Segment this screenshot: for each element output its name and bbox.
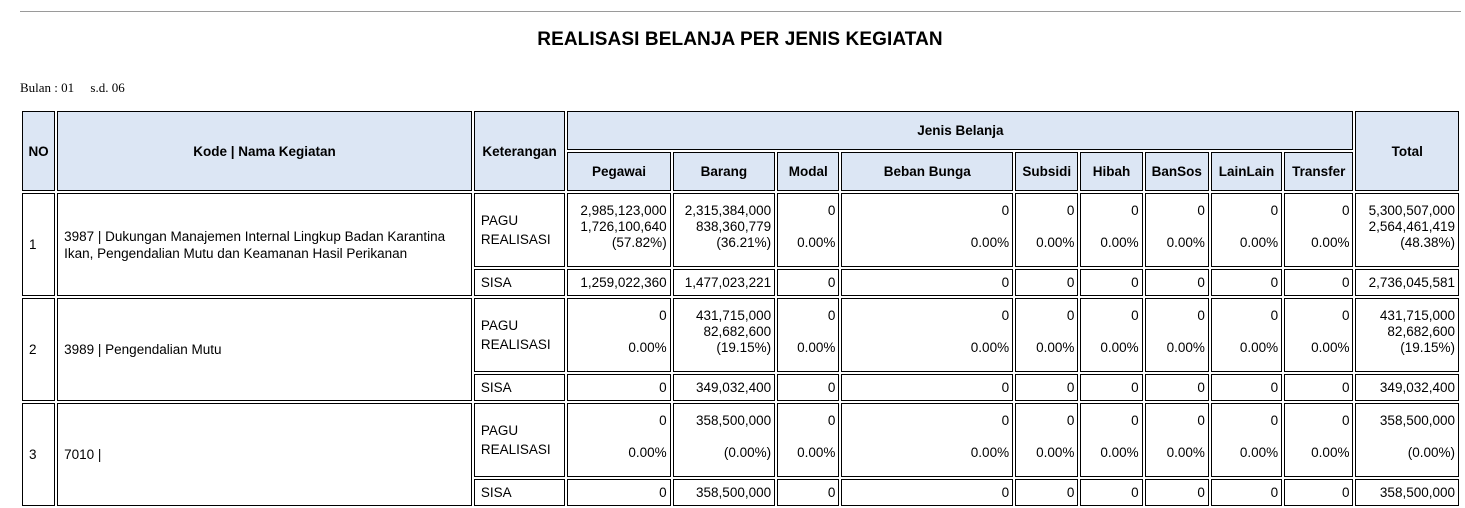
value-cell xyxy=(841,193,1013,267)
value-cell-line: 0.00% xyxy=(628,340,667,355)
value-cell-line xyxy=(1016,324,1074,340)
total-cell-line: 2,564,461,419 xyxy=(1368,219,1455,234)
total-cell xyxy=(1355,193,1459,267)
value-cell-line xyxy=(1146,324,1205,340)
sisa-cell: 1,259,022,360 xyxy=(567,269,670,296)
sisa-cell: 0 xyxy=(1284,374,1353,401)
value-cell-line xyxy=(568,324,666,340)
value-cell-line: 0 xyxy=(1270,203,1279,218)
value-cell xyxy=(841,403,1013,477)
value-cell-line: (19.15%) xyxy=(716,340,772,355)
value-cell-line xyxy=(1285,219,1349,235)
row-no: 3 xyxy=(22,403,55,506)
value-cell xyxy=(777,193,839,267)
value-cell-line xyxy=(1016,429,1074,445)
value-cell xyxy=(1211,193,1282,267)
sisa-cell: 0 xyxy=(1145,374,1209,401)
total-cell-line: (48.38%) xyxy=(1400,235,1455,250)
total-cell-line: 82,682,600 xyxy=(1387,324,1455,339)
value-cell xyxy=(1080,193,1142,267)
value-cell xyxy=(1211,403,1282,477)
value-cell-line: 0.00% xyxy=(1100,445,1139,460)
header-jenis-belanja: Jenis Belanja xyxy=(567,111,1353,150)
sisa-cell: 349,032,400 xyxy=(673,374,775,401)
header-total: Total xyxy=(1355,111,1459,191)
value-cell-line: 0.00% xyxy=(1166,235,1205,250)
pagu-label: PAGU xyxy=(480,318,519,333)
header-keterangan: Keterangan xyxy=(474,111,565,191)
value-cell-line: 0.00% xyxy=(970,445,1010,460)
sisa-cell: 0 xyxy=(1015,479,1078,506)
total-cell-line: 5,300,507,000 xyxy=(1368,203,1455,218)
top-divider xyxy=(20,11,1461,12)
value-cell-line: 0.00% xyxy=(797,235,836,250)
header-col-modal: Modal xyxy=(777,152,839,191)
sisa-cell: 0 xyxy=(1284,479,1353,506)
row-keterangan xyxy=(474,193,565,267)
value-cell xyxy=(1284,298,1353,372)
value-cell xyxy=(1015,193,1078,267)
sisa-cell: 0 xyxy=(1145,479,1209,506)
header-no: NO xyxy=(22,111,55,191)
value-cell-line: 0.00% xyxy=(797,445,836,460)
sisa-cell: 0 xyxy=(1284,269,1353,296)
header-col-bansos: BanSos xyxy=(1145,152,1209,191)
header-col-hibah: Hibah xyxy=(1080,152,1142,191)
bulan-start: Bulan : 01 xyxy=(20,80,75,95)
value-cell-line: 0.00% xyxy=(1239,235,1279,250)
header-col-beban-bunga: Beban Bunga xyxy=(841,152,1013,191)
value-cell-line: 0 xyxy=(827,203,836,218)
value-cell-line xyxy=(1212,324,1278,340)
value-cell-line: 1,726,100,640 xyxy=(580,219,667,234)
value-cell xyxy=(1284,193,1353,267)
header-col-subsidi: Subsidi xyxy=(1015,152,1078,191)
value-cell xyxy=(673,193,775,267)
value-cell-line xyxy=(1081,324,1138,340)
value-cell-line xyxy=(1285,324,1349,340)
value-cell xyxy=(567,403,670,477)
value-cell-line xyxy=(778,324,835,340)
value-cell-line: 0.00% xyxy=(1311,445,1350,460)
realisasi-label: REALISASI xyxy=(480,337,551,352)
value-cell-line: 2,315,384,000 xyxy=(684,203,772,218)
value-cell-line: (36.21%) xyxy=(716,235,772,250)
value-cell-line: 0 xyxy=(827,308,836,323)
total-cell-line: (19.15%) xyxy=(1400,340,1455,355)
value-cell-line: 0.00% xyxy=(1100,235,1139,250)
value-cell-line: 0.00% xyxy=(970,235,1010,250)
row-keterangan xyxy=(474,298,565,372)
sisa-total-cell: 349,032,400 xyxy=(1355,374,1459,401)
value-cell xyxy=(777,298,839,372)
value-cell-line: 0.00% xyxy=(628,445,667,460)
total-cell-line: 431,715,000 xyxy=(1379,308,1455,323)
sisa-cell: 0 xyxy=(1015,374,1078,401)
value-cell-line: 0.00% xyxy=(1166,340,1205,355)
value-cell-line: 0.00% xyxy=(970,340,1010,355)
value-cell xyxy=(567,193,670,267)
pagu-label: PAGU xyxy=(480,213,519,228)
bulan-end: s.d. 06 xyxy=(90,80,125,95)
sisa-label: SISA xyxy=(474,479,565,506)
value-cell-line: 0 xyxy=(1197,308,1205,323)
period-label xyxy=(20,80,125,96)
total-cell-line: (0.00%) xyxy=(1407,445,1455,460)
value-cell-line xyxy=(842,219,1009,235)
value-cell-line: 0 xyxy=(1341,308,1350,323)
sisa-cell: 0 xyxy=(777,374,839,401)
value-cell-line xyxy=(568,429,666,445)
row-kegiatan: 3987 | Dukungan Manajemen Internal Lingkup Badan Karantina Ikan, Pengendalian Mutu dan Keamanan Hasil Perikanan xyxy=(57,193,472,296)
value-cell-line: 0 xyxy=(1131,413,1139,428)
sisa-cell: 0 xyxy=(567,479,670,506)
value-cell xyxy=(567,298,670,372)
sisa-cell: 0 xyxy=(1080,269,1142,296)
value-cell-line xyxy=(1081,429,1138,445)
value-cell xyxy=(777,403,839,477)
sisa-cell: 0 xyxy=(777,269,839,296)
table-row xyxy=(22,193,1459,267)
value-cell-line: 0 xyxy=(1001,413,1010,428)
table-row xyxy=(22,403,1459,477)
value-cell-line: 0 xyxy=(1270,413,1279,428)
row-no: 2 xyxy=(22,298,55,401)
value-cell xyxy=(673,298,775,372)
sisa-cell: 0 xyxy=(841,269,1013,296)
sisa-label: SISA xyxy=(474,374,565,401)
sisa-cell: 0 xyxy=(1211,374,1282,401)
value-cell-line xyxy=(1146,429,1205,445)
value-cell-line: 0.00% xyxy=(1239,340,1279,355)
value-cell-line: 0 xyxy=(1341,203,1350,218)
pagu-label: PAGU xyxy=(480,423,519,438)
value-cell-line: 2,985,123,000 xyxy=(580,203,667,218)
value-cell-line xyxy=(1146,219,1205,235)
header-col-barang: Barang xyxy=(673,152,775,191)
header-col-lainlain: LainLain xyxy=(1211,152,1282,191)
realisasi-label: REALISASI xyxy=(480,442,551,457)
value-cell-line xyxy=(1212,429,1278,445)
value-cell-line: 0.00% xyxy=(1166,445,1205,460)
value-cell-line: 0 xyxy=(1066,308,1075,323)
value-cell-line: 0.00% xyxy=(1311,340,1350,355)
sisa-cell: 1,477,023,221 xyxy=(673,269,775,296)
value-cell-line: 0 xyxy=(1270,308,1279,323)
value-cell xyxy=(1211,298,1282,372)
value-cell-line: 82,682,600 xyxy=(703,324,772,339)
value-cell-line: 0 xyxy=(827,413,836,428)
value-cell-line xyxy=(1081,219,1138,235)
value-cell-line: 0 xyxy=(1131,308,1139,323)
value-cell-line xyxy=(842,429,1009,445)
header-kegiatan: Kode | Nama Kegiatan xyxy=(57,111,472,191)
value-cell-line: 0.00% xyxy=(1036,445,1075,460)
row-keterangan xyxy=(474,403,565,477)
value-cell-line xyxy=(1212,219,1278,235)
sisa-label: SISA xyxy=(474,269,565,296)
row-no: 1 xyxy=(22,193,55,296)
value-cell-line: 0.00% xyxy=(1239,445,1279,460)
value-cell-line: 0 xyxy=(1131,203,1139,218)
value-cell xyxy=(1015,403,1078,477)
value-cell xyxy=(1145,298,1209,372)
sisa-cell: 0 xyxy=(841,479,1013,506)
realisasi-label: REALISASI xyxy=(480,232,551,247)
total-cell-line xyxy=(1356,429,1455,445)
value-cell-line xyxy=(778,219,835,235)
value-cell xyxy=(1284,403,1353,477)
sisa-cell: 0 xyxy=(777,479,839,506)
value-cell-line: 0.00% xyxy=(797,340,836,355)
value-cell xyxy=(1015,298,1078,372)
value-cell xyxy=(1080,298,1142,372)
value-cell xyxy=(1080,403,1142,477)
value-cell-line: 0.00% xyxy=(1100,340,1139,355)
sisa-cell: 0 xyxy=(1080,374,1142,401)
value-cell-line: 0 xyxy=(1066,203,1075,218)
value-cell-line: 838,360,779 xyxy=(696,219,772,234)
report-title: REALISASI BELANJA PER JENIS KEGIATAN xyxy=(537,29,943,50)
value-cell-line xyxy=(1285,429,1349,445)
value-cell-line: 0.00% xyxy=(1036,340,1075,355)
sisa-total-cell: 358,500,000 xyxy=(1355,479,1459,506)
header-col-transfer: Transfer xyxy=(1284,152,1353,191)
header-col-pegawai: Pegawai xyxy=(567,152,670,191)
value-cell-line: 358,500,000 xyxy=(696,413,772,428)
value-cell xyxy=(673,403,775,477)
value-cell xyxy=(1145,403,1209,477)
value-cell xyxy=(841,298,1013,372)
value-cell-line: 0 xyxy=(1066,413,1075,428)
value-cell-line: (0.00%) xyxy=(723,445,772,460)
value-cell-line: 0 xyxy=(1341,413,1350,428)
value-cell-line: (57.82%) xyxy=(611,235,667,250)
sisa-cell: 0 xyxy=(1080,479,1142,506)
realisasi-table xyxy=(20,109,1461,508)
sisa-cell: 0 xyxy=(841,374,1013,401)
value-cell-line: 0 xyxy=(659,308,667,323)
sisa-cell: 0 xyxy=(1211,479,1282,506)
value-cell-line: 0 xyxy=(1197,413,1205,428)
value-cell xyxy=(1145,193,1209,267)
value-cell-line xyxy=(842,324,1009,340)
sisa-cell: 0 xyxy=(567,374,670,401)
total-cell xyxy=(1355,403,1459,477)
value-cell-line: 0.00% xyxy=(1311,235,1350,250)
sisa-cell: 0 xyxy=(1211,269,1282,296)
value-cell-line xyxy=(674,429,771,445)
table-row xyxy=(22,298,1459,372)
value-cell-line xyxy=(778,429,835,445)
sisa-cell: 358,500,000 xyxy=(673,479,775,506)
total-cell-line: 358,500,000 xyxy=(1379,413,1455,428)
value-cell-line: 0 xyxy=(1001,203,1010,218)
value-cell-line: 0 xyxy=(659,413,667,428)
value-cell-line: 431,715,000 xyxy=(696,308,772,323)
row-kegiatan: 3989 | Pengendalian Mutu xyxy=(57,298,472,401)
total-cell xyxy=(1355,298,1459,372)
value-cell-line: 0 xyxy=(1001,308,1010,323)
row-kegiatan: 7010 | xyxy=(57,403,472,506)
value-cell-line xyxy=(1016,219,1074,235)
sisa-cell: 0 xyxy=(1145,269,1209,296)
sisa-cell: 0 xyxy=(1015,269,1078,296)
value-cell-line: 0.00% xyxy=(1036,235,1075,250)
sisa-total-cell: 2,736,045,581 xyxy=(1355,269,1459,296)
value-cell-line: 0 xyxy=(1197,203,1205,218)
